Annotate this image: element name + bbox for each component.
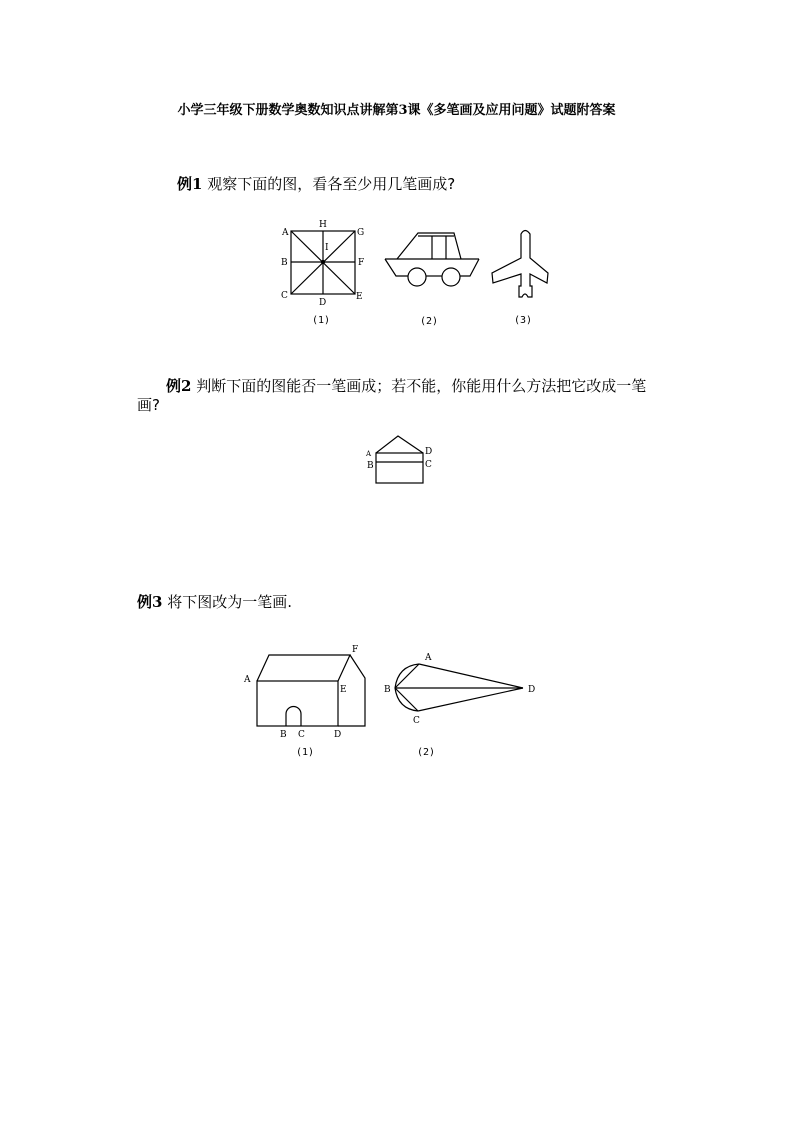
figure-caption-ex3-2: (2) — [417, 747, 436, 758]
figure-caption-ex3-1: (1) — [296, 747, 315, 758]
svg-text:D: D — [319, 298, 327, 308]
example-1-text: 观察下面的图，看各至少用几笔画成? — [207, 175, 456, 193]
svg-text:F: F — [358, 258, 365, 268]
svg-text:B: B — [384, 685, 391, 695]
svg-text:A: A — [425, 653, 432, 663]
example-1-label: 例1 — [177, 175, 203, 193]
svg-text:D: D — [528, 685, 536, 695]
svg-text:D: D — [425, 447, 433, 457]
svg-text:B: B — [367, 461, 374, 471]
example-3-text: 将下图改为一笔画. — [167, 593, 292, 611]
svg-text:A: A — [282, 228, 289, 238]
example-2-label: 例2 — [166, 377, 192, 395]
svg-text:B: B — [281, 258, 288, 268]
airplane-figure — [492, 231, 548, 298]
svg-text:E: E — [340, 685, 347, 695]
svg-text:A: A — [244, 675, 251, 685]
example-2-text-line2: 画? — [137, 396, 160, 414]
svg-text:I: I — [325, 243, 329, 253]
svg-text:C: C — [425, 460, 432, 470]
square-with-diagonals-figure — [291, 231, 355, 294]
svg-text:A: A — [366, 450, 372, 458]
house-with-door-figure — [257, 655, 365, 726]
figure-caption-1: (1) — [312, 315, 331, 326]
house-outline-labels — [365, 447, 432, 471]
svg-text:C: C — [281, 291, 288, 301]
figure-caption-2: (2) — [420, 316, 439, 327]
figure-caption-3: (3) — [514, 315, 533, 326]
svg-text:D: D — [334, 730, 342, 740]
svg-text:F: F — [352, 645, 359, 655]
svg-text:E: E — [356, 292, 363, 302]
house-outline-figure — [376, 436, 423, 483]
example-2-text-line1: 判断下面的图能否一笔画成；若不能，你能用什么方法把它改成一笔 — [196, 377, 647, 395]
example-3-label: 例3 — [137, 593, 163, 611]
kite-labels — [384, 653, 535, 726]
svg-text:B: B — [280, 730, 287, 740]
document-title: 小学三年级下册数学奥数知识点讲解第3课《多笔画及应用问题》试题附答案 — [177, 103, 616, 118]
svg-text:G: G — [357, 228, 365, 238]
svg-text:C: C — [298, 730, 305, 740]
kite-figure — [395, 664, 523, 711]
car-figure — [385, 233, 479, 286]
svg-text:H: H — [319, 220, 327, 230]
svg-text:C: C — [413, 716, 420, 726]
